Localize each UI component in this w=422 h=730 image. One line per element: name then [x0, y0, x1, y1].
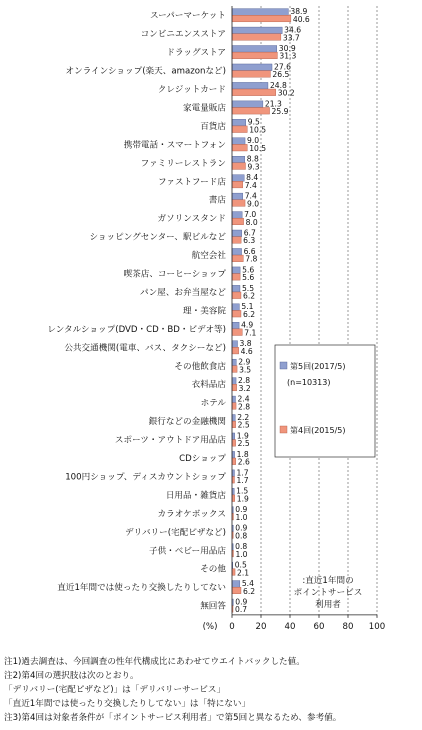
bar-series-2	[232, 329, 242, 336]
data-label: 2.1	[237, 568, 250, 578]
x-tick-label: 60	[313, 621, 325, 632]
category-label: 衣料品店	[191, 380, 226, 391]
data-label: 30.2	[277, 88, 295, 98]
data-label: 9.0	[247, 136, 260, 146]
bar-series-2	[232, 440, 236, 447]
category-label: 航空会社	[191, 251, 226, 262]
data-label: 2.8	[238, 402, 251, 412]
data-label: 8.0	[245, 217, 258, 227]
data-label: 9.0	[247, 199, 260, 209]
data-label: 31.3	[279, 51, 297, 61]
data-label: 0.9	[235, 597, 248, 607]
category-label: 書店	[208, 195, 226, 206]
data-label: 1.7	[236, 476, 249, 486]
data-label: 7.1	[244, 328, 257, 338]
data-label: 6.7	[243, 228, 256, 238]
data-label: 6.6	[243, 246, 256, 256]
bar-series-2	[232, 384, 237, 391]
bar-series-2	[232, 71, 270, 78]
legend-swatch	[280, 362, 287, 369]
bar-series-1	[232, 248, 242, 255]
x-axis-label: (%)	[202, 621, 218, 632]
bar-series-2	[232, 144, 247, 151]
bar-series-2	[232, 34, 281, 41]
bar-series-2	[232, 292, 241, 299]
data-label: 40.6	[292, 14, 310, 24]
data-label: 6.2	[242, 291, 256, 301]
category-label: 日用品・雑貨店	[165, 490, 226, 501]
category-label: ガソリンスタンド	[157, 214, 226, 225]
data-label: 8.8	[246, 154, 259, 164]
data-label: 5.5	[241, 283, 255, 293]
bar-series-1	[232, 415, 235, 422]
data-label: 3.8	[239, 339, 252, 349]
bar-series-1	[232, 581, 240, 588]
data-label: 2.4	[237, 394, 250, 404]
bar-series-2	[232, 587, 241, 594]
data-label: 0.5	[234, 560, 247, 570]
legend-note: (n=10313)	[287, 378, 331, 387]
data-label: 21.3	[264, 99, 282, 109]
data-label: 7.4	[244, 180, 257, 190]
data-label: 30.9	[278, 43, 296, 53]
category-label: 子供・ベビー用品店	[148, 546, 226, 557]
bar-series-2	[232, 237, 241, 244]
data-label: 2.5	[237, 439, 250, 449]
bar-series-1	[232, 101, 263, 108]
category-label: ドラッグストア	[166, 48, 226, 59]
category-label: クレジットカード	[157, 85, 226, 96]
bar-series-2	[232, 200, 245, 207]
data-label: 0.8	[235, 542, 248, 552]
x-tick-label: 40	[284, 621, 296, 632]
bar-series-2	[232, 274, 240, 281]
data-label: 34.6	[284, 25, 302, 35]
data-label: 5.4	[241, 578, 254, 588]
bar-series-2	[232, 458, 236, 465]
category-label: 喫茶店、コーヒーショップ	[123, 269, 226, 280]
category-label: 携帯電話・スマートフォン	[123, 140, 226, 151]
x-tick-label: 0	[229, 621, 235, 632]
data-label: 2.8	[238, 376, 251, 386]
category-label: 無回答	[200, 601, 226, 612]
footnote: 「デリバリー(宅配ピザなど)」は「デリバリーサービス」	[4, 685, 226, 695]
category-label: CDショップ	[179, 454, 226, 465]
data-label: 1.9	[236, 494, 249, 504]
bar-series-1	[232, 9, 288, 16]
bar-series-2	[232, 52, 277, 59]
data-label: 2.6	[237, 457, 250, 467]
data-label: 2.9	[238, 357, 251, 367]
data-label: 10.5	[249, 125, 267, 135]
bar-series-1	[232, 304, 239, 311]
bar-series-1	[232, 396, 235, 403]
bar-series-1	[232, 359, 236, 366]
bar-series-1	[232, 193, 243, 200]
bar-series-1	[232, 46, 277, 53]
bar-series-2	[232, 126, 247, 133]
bar-series-2	[232, 421, 236, 428]
data-label: 2.5	[237, 420, 250, 430]
data-label: 7.4	[244, 191, 257, 201]
data-label: 25.9	[271, 107, 289, 117]
bar-series-2	[232, 181, 243, 188]
data-label: 3.5	[239, 365, 252, 375]
legend-label: 第5回(2017/5)	[290, 362, 346, 371]
data-label: 0.9	[235, 505, 248, 515]
category-label: ショッピングセンター、駅ビルなど	[89, 232, 226, 243]
bar-series-1	[232, 378, 236, 385]
category-label: レンタルショップ(DVD・CD・BD・ビデオ等)	[47, 324, 226, 335]
data-label: 26.5	[272, 70, 290, 80]
data-label: 4.9	[241, 320, 254, 330]
bar-series-2	[232, 255, 243, 262]
bar-series-2	[232, 403, 236, 410]
bar-series-1	[232, 433, 235, 440]
bar-series-1	[232, 322, 239, 329]
category-label: パン屋、お弁当屋など	[140, 287, 226, 298]
bar-series-1	[232, 156, 245, 163]
bar-series-2	[232, 163, 245, 170]
bar-series-2	[232, 366, 237, 373]
data-label: 5.1	[241, 302, 254, 312]
bar-series-1	[232, 212, 242, 219]
data-label: 5.6	[242, 273, 255, 283]
footnotes	[4, 655, 420, 725]
bar-series-1	[232, 175, 244, 182]
legend-swatch	[280, 426, 287, 433]
category-label: ファミリーレストラン	[140, 158, 226, 169]
data-label: 7.8	[245, 254, 258, 264]
data-label: 24.8	[269, 80, 287, 90]
category-label: その他飲食店	[174, 361, 226, 372]
footnote: 注2)第4回の選択肢は次のとおり。	[4, 671, 139, 681]
category-label: 100円ショップ、ディスカウントショップ	[65, 472, 226, 483]
bar-series-1	[232, 285, 240, 292]
data-label: 6.3	[243, 236, 256, 246]
x-tick-label: 80	[342, 621, 354, 632]
data-label: 7.0	[244, 209, 257, 219]
category-label: コンビニエンスストア	[140, 29, 226, 40]
bar-series-2	[232, 495, 235, 502]
x-tick-label: 100	[368, 621, 386, 632]
data-label: 6.2	[242, 586, 256, 596]
category-label: スーパーマーケット	[149, 11, 226, 22]
bar-series-2	[232, 569, 235, 576]
data-label: 1.7	[236, 468, 249, 478]
annotation: ポイントサービス	[293, 588, 363, 598]
bar-series-2	[232, 107, 270, 114]
footnote: 注1)過去調査は、今回調査の性年代構成比にあわせてウエイトバックした値。	[4, 657, 305, 667]
bar-series-2	[232, 310, 241, 317]
data-label: 38.9	[290, 7, 308, 17]
bar-series-1	[232, 230, 242, 237]
annotation: :直近1年間の	[302, 576, 354, 586]
footnote: 注3)第4回は対象者条件が「ポイントサービス利用者」で第5回と異なるため、参考値。	[4, 713, 342, 723]
bar-series-1	[232, 267, 240, 274]
data-label: 3.2	[238, 383, 251, 393]
data-label: 9.3	[247, 162, 260, 172]
legend-label: 第4回(2015/5)	[290, 426, 346, 435]
bar-series-1	[232, 138, 245, 145]
category-label: 理・美容院	[183, 306, 226, 317]
category-label: デリバリー(宅配ピザなど)	[125, 527, 226, 538]
category-label: その他	[200, 564, 226, 575]
data-label: 2.2	[237, 412, 250, 422]
bar-series-1	[232, 64, 272, 71]
category-label: 百貨店	[200, 121, 226, 132]
category-label: 公共交通機関(電車、バス、タクシーなど)	[64, 343, 226, 354]
bar-series-2	[232, 218, 244, 225]
category-label: ホテル	[200, 398, 226, 409]
category-label: 直近1年間では使ったり交換したりしてない	[57, 583, 226, 594]
category-label: カラオケボックス	[157, 509, 226, 520]
data-label: 33.7	[282, 33, 300, 43]
x-tick-label: 20	[255, 621, 267, 632]
data-label: 1.0	[235, 512, 248, 522]
data-label: 1.9	[236, 431, 249, 441]
bar-series-1	[232, 119, 246, 126]
data-label: 0.7	[235, 605, 248, 615]
data-label: 5.6	[242, 265, 255, 275]
data-label: 10.5	[249, 143, 267, 153]
bar-series-2	[232, 15, 291, 22]
category-label: スポーツ・アウトドア用品店	[114, 435, 226, 446]
data-label: 4.6	[240, 346, 253, 356]
bar-series-1	[232, 82, 268, 89]
bar-series-2	[232, 347, 239, 354]
data-label: 1.0	[235, 549, 248, 559]
data-label: 27.6	[274, 62, 291, 72]
data-label: 0.8	[235, 531, 248, 541]
category-label: オンラインショップ(楽天、amazonなど)	[65, 66, 226, 77]
bar-series-1	[232, 341, 238, 348]
footnote: 「直近1年間では使ったり交換したりしてない」は「特にない」	[4, 699, 251, 709]
bar-series-1	[232, 27, 282, 34]
data-label: 0.9	[235, 523, 248, 533]
data-label: 6.2	[242, 310, 256, 320]
data-label: 1.8	[236, 449, 249, 459]
data-label: 1.5	[236, 486, 249, 496]
annotation: 利用者	[315, 600, 341, 610]
category-label: 家電量販店	[183, 103, 226, 114]
data-label: 8.4	[246, 173, 259, 183]
category-label: ファストフード店	[157, 177, 226, 188]
category-label: 銀行などの金融機関	[148, 417, 226, 428]
bar-series-2	[232, 89, 276, 96]
data-label: 9.5	[247, 117, 260, 127]
